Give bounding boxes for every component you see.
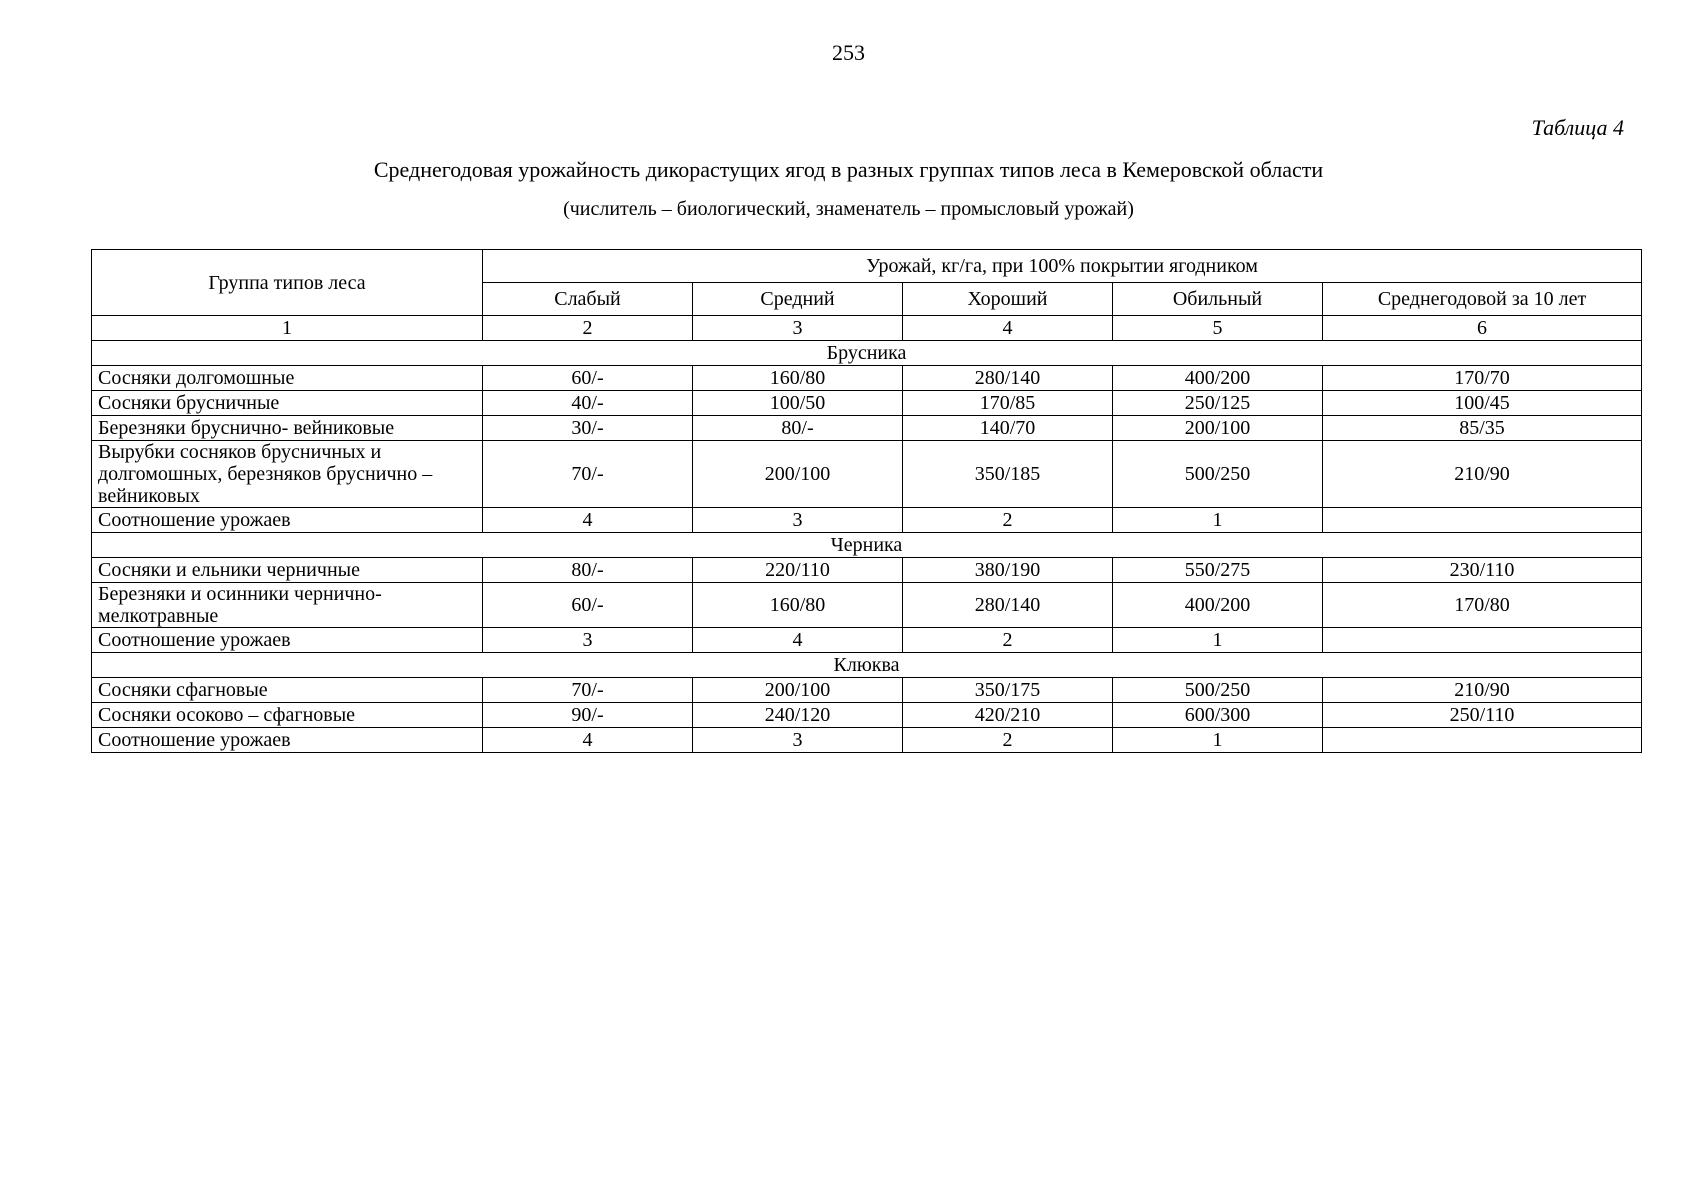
- yield-value-cell: 250/110: [1323, 703, 1642, 728]
- yield-value-cell: 280/140: [903, 583, 1113, 628]
- table-row: [92, 678, 1642, 703]
- yield-value-cell: [1323, 628, 1642, 653]
- yield-value-cell: 60/-: [483, 366, 693, 391]
- page-number: 253: [832, 40, 865, 65]
- yield-value-cell: 600/300: [1113, 703, 1323, 728]
- yield-value-cell: 240/120: [693, 703, 903, 728]
- yield-value-cell: 400/200: [1113, 583, 1323, 628]
- forest-group-name: Березняки бруснично- вейниковые: [92, 416, 483, 441]
- table-row: [92, 441, 1642, 508]
- column-number-cell: 2: [483, 316, 693, 341]
- yield-value-cell: 90/-: [483, 703, 693, 728]
- forest-group-name: Сосняки сфагновые: [92, 678, 483, 703]
- yield-value-cell: 4: [693, 628, 903, 653]
- yield-value-cell: 1: [1113, 628, 1323, 653]
- yield-value-cell: 80/-: [693, 416, 903, 441]
- column-number-cell: 6: [1323, 316, 1642, 341]
- yield-value-cell: 2: [903, 628, 1113, 653]
- yield-value-cell: 3: [483, 628, 693, 653]
- yield-value-cell: 500/250: [1113, 441, 1323, 508]
- forest-group-name: Вырубки сосняков брусничных и долгомошных, березняков бруснично – вейниковых: [92, 441, 483, 508]
- yield-value-cell: 350/185: [903, 441, 1113, 508]
- table-row: [92, 366, 1642, 391]
- yield-value-cell: 230/110: [1323, 558, 1642, 583]
- yield-value-cell: [1323, 728, 1642, 753]
- section-title: Черника: [92, 533, 1642, 558]
- table-row: [92, 508, 1642, 533]
- forest-group-name: Соотношение урожаев: [92, 508, 483, 533]
- yield-value-cell: 500/250: [1113, 678, 1323, 703]
- forest-group-name: Березняки и осинники чернично-мелкотравные: [92, 583, 483, 628]
- yield-value-cell: 170/70: [1323, 366, 1642, 391]
- header-row-top: [92, 250, 1642, 283]
- yield-value-cell: 200/100: [693, 441, 903, 508]
- yield-value-cell: 140/70: [903, 416, 1113, 441]
- yield-value-cell: 30/-: [483, 416, 693, 441]
- forest-group-name: Сосняки осоково – сфагновые: [92, 703, 483, 728]
- yield-value-cell: 80/-: [483, 558, 693, 583]
- column-number-cell: 3: [693, 316, 903, 341]
- header-column-cell: Среднегодовой за 10 лет: [1323, 283, 1642, 316]
- table-label: Таблица 4: [1531, 115, 1624, 140]
- section-row: [92, 533, 1642, 558]
- yield-value-cell: 160/80: [693, 583, 903, 628]
- yield-value-cell: 200/100: [693, 678, 903, 703]
- table-row: [92, 628, 1642, 653]
- section-row: [92, 341, 1642, 366]
- table-title: Среднегодовая урожайность дикорастущих ягод в разных группах типов леса в Кемеровской области: [373, 157, 1324, 182]
- section-title: Клюква: [92, 653, 1642, 678]
- yield-value-cell: 100/50: [693, 391, 903, 416]
- yield-value-cell: 550/275: [1113, 558, 1323, 583]
- forest-group-name: Сосняки долгомошные: [92, 366, 483, 391]
- yield-value-cell: 1: [1113, 508, 1323, 533]
- column-number-cell: 1: [92, 316, 483, 341]
- column-number-cell: 5: [1113, 316, 1323, 341]
- table-header: [92, 250, 1642, 341]
- yield-value-cell: 210/90: [1323, 678, 1642, 703]
- yield-value-cell: 1: [1113, 728, 1323, 753]
- header-column-cell: Слабый: [483, 283, 693, 316]
- yield-value-cell: 100/45: [1323, 391, 1642, 416]
- yield-value-cell: 160/80: [693, 366, 903, 391]
- yield-value-cell: [1323, 508, 1642, 533]
- yield-value-cell: 280/140: [903, 366, 1113, 391]
- header-group-cell: Группа типов леса: [92, 250, 483, 316]
- yield-value-cell: 220/110: [693, 558, 903, 583]
- header-yield-cell: Урожай, кг/га, при 100% покрытии ягодником: [483, 250, 1642, 283]
- forest-group-name: Сосняки брусничные: [92, 391, 483, 416]
- yield-value-cell: 170/80: [1323, 583, 1642, 628]
- yield-value-cell: 70/-: [483, 678, 693, 703]
- forest-group-name: Соотношение урожаев: [92, 628, 483, 653]
- yield-value-cell: 400/200: [1113, 366, 1323, 391]
- forest-group-name: Соотношение урожаев: [92, 728, 483, 753]
- forest-group-name: Сосняки и ельники черничные: [92, 558, 483, 583]
- yield-value-cell: 40/-: [483, 391, 693, 416]
- table-row: [92, 391, 1642, 416]
- header-column-cell: Хороший: [903, 283, 1113, 316]
- header-row-numbers: [92, 316, 1642, 341]
- yield-value-cell: 4: [483, 728, 693, 753]
- yield-value-cell: 380/190: [903, 558, 1113, 583]
- column-number-cell: 4: [903, 316, 1113, 341]
- yield-value-cell: 4: [483, 508, 693, 533]
- section-row: [92, 653, 1642, 678]
- yield-value-cell: 60/-: [483, 583, 693, 628]
- header-column-cell: Обильный: [1113, 283, 1323, 316]
- yield-value-cell: 420/210: [903, 703, 1113, 728]
- yield-value-cell: 3: [693, 728, 903, 753]
- table-subtitle: (числитель – биологический, знаменатель – промысловый урожай): [563, 198, 1134, 220]
- yield-value-cell: 200/100: [1113, 416, 1323, 441]
- yield-value-cell: 85/35: [1323, 416, 1642, 441]
- yield-value-cell: 70/-: [483, 441, 693, 508]
- table-row: [92, 416, 1642, 441]
- yield-value-cell: 350/175: [903, 678, 1113, 703]
- yield-table: [91, 249, 1642, 753]
- table-row: [92, 583, 1642, 628]
- table-body: [92, 341, 1642, 753]
- table-row: [92, 558, 1642, 583]
- yield-value-cell: 2: [903, 508, 1113, 533]
- section-title: Брусника: [92, 341, 1642, 366]
- yield-value-cell: 170/85: [903, 391, 1113, 416]
- yield-value-cell: 250/125: [1113, 391, 1323, 416]
- yield-value-cell: 3: [693, 508, 903, 533]
- yield-value-cell: 210/90: [1323, 441, 1642, 508]
- table-row: [92, 728, 1642, 753]
- yield-value-cell: 2: [903, 728, 1113, 753]
- table-row: [92, 703, 1642, 728]
- header-column-cell: Средний: [693, 283, 903, 316]
